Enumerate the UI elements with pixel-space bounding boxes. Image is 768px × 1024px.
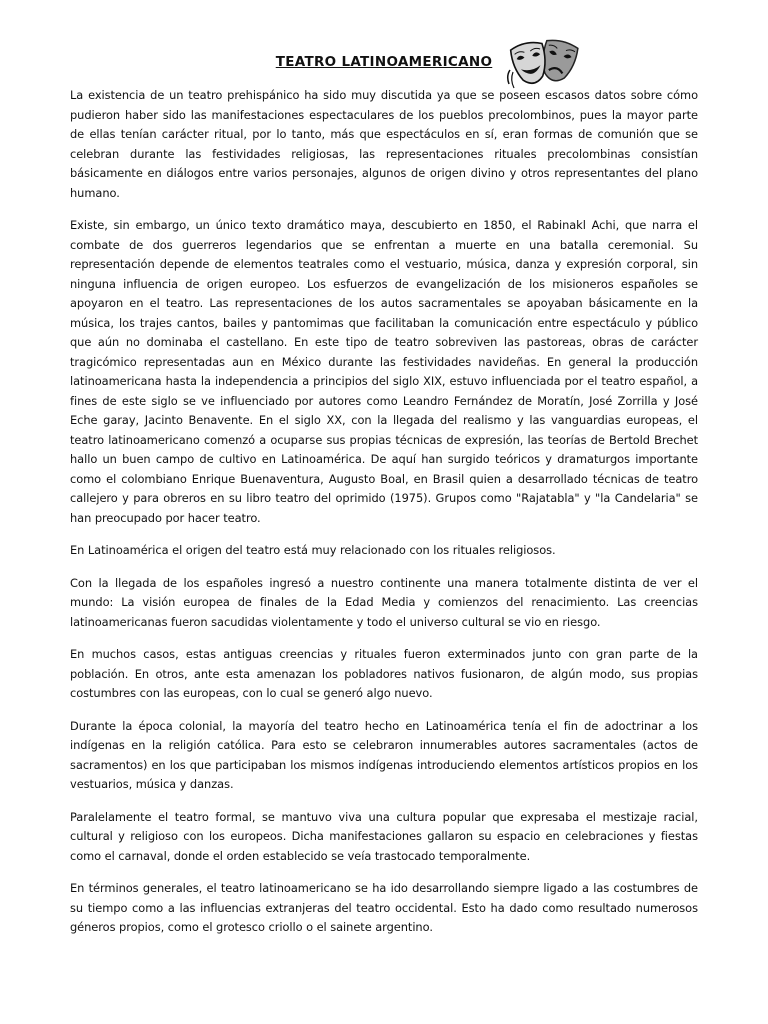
document-page: [70, 50, 698, 951]
document-title: TEATRO LATINOAMERICANO: [275, 54, 493, 70]
paragraph-6: Durante la época colonial, la mayoría del teatro hecho en Latinoamérica tenía el fin de adoctrinar a los indígenas en la religión católica. Para esto se celebraron innumerables autores sacramentales (actos de sacramentos) en los que participaban los mismos indígenas introduciendo elementos artísticos propios en los vestuarios, música y danzas.: [70, 718, 698, 791]
paragraph-4: Con la llegada de los españoles ingresó a nuestro continente una manera totalmente distinta de ver el mundo: La visión europea de finales de la Edad Media y comienzos del renacimiento. Las creencias latinoamericanas fueron sacudidas violentamente y todo el universo cultural se vio en riesgo.: [70, 575, 698, 629]
paragraph-7: Paralelamente el teatro formal, se mantuvo viva una cultura popular que expresaba el mestizaje racial, cultural y religioso con los europeos. Dicha manifestaciones gallaron su espacio en celebraciones y fiestas como el carnaval, donde el orden establecido se veía trastocado temporalmente.: [70, 809, 698, 863]
paragraph-8: En términos generales, el teatro latinoamericano se ha ido desarrollando siempre ligado a las costumbres de su tiempo como a las influencias extranjeras del teatro occidental. Esto ha dado como resultado numerosos géneros propios, como el grotesco criollo o el sainete argentino.: [70, 881, 698, 934]
paragraph-1: La existencia de un teatro prehispánico ha sido muy discutida ya que se poseen escasos datos sobre cómo pudieron haber sido las manifestaciones espectaculares de los pueblos precolombinos, pues la mayor parte de ellas tenían carácter ritual, por lo tanto, más que espectáculos en sí, eran formas de comunión que se celebran durante las festividades religiosas, las representaciones rituales precolombinas consistían básicamente en diálogos entre varios personajes, algunos de origen divino y otros representantes del plano humano.: [70, 88, 698, 200]
paragraph-5: En muchos casos, estas antiguas creencias y rituales fueron exterminados junto con gran parte de la población. En otros, ante esta amenazan los pobladores nativos fusionaron, de algún modo, sus propias costumbres con las europeas, con lo cual se generó algo nuevo.: [70, 647, 698, 700]
paragraph-3: En Latinoamérica el origen del teatro está muy relacionado con los rituales religiosos.: [70, 543, 556, 557]
theatre-masks-icon: [506, 36, 582, 92]
title-row: [70, 50, 698, 86]
paragraph-2: Existe, sin embargo, un único texto dramático maya, descubierto en 1850, el Rabinakl Achi, que narra el combate de dos guerreros legendarios que se enfrentan a muerte en una batalla ceremonial. Su representación depende de elementos teatrales como el vestuario, música, danza y expresión corporal, sin ninguna influencia de origen europeo. Los esfuerzos de evangelización de los misioneros españoles se apoyaron en el teatro. Las representaciones de los autos sacramentales se apoyaban básicamente en la música, los trajes cantos, bailes y pantomimas que facilitaban la comunicación entre espectáculo y público que aún no dominaba el castellano. En este tipo de teatro sobreviven las pastoreas, obras de carácter tragicómico representadas aun en México durante las festividades navideñas. En general la producción latinoamericana hasta la independencia a principios del siglo XIX, estuvo influenciada por el teatro español, a fines de este siglo se ve influenciado por autores como Leandro Fernández de Moratín, José Zorrilla y José Eche garay, Jacinto Benavente. En el siglo XX, con la llegada del realismo y las vanguardias europeas, el teatro latinoamericano comenzó a ocuparse sus propias técnicas de expresión, las teorías de Bertold Brechet hallo un buen campo de cultivo en Latinoamérica. De aquí han surgido teóricos y dramaturgos importante como el colombiano Enrique Buenaventura, Augusto Boal, en Brasil quien a desarrollado técnicas de teatro callejero y para obreros en su libro teatro del oprimido (1975). Grupos como "Rajatabla" y "la Candelaria" se han preocupado por hacer teatro.: [70, 218, 698, 525]
